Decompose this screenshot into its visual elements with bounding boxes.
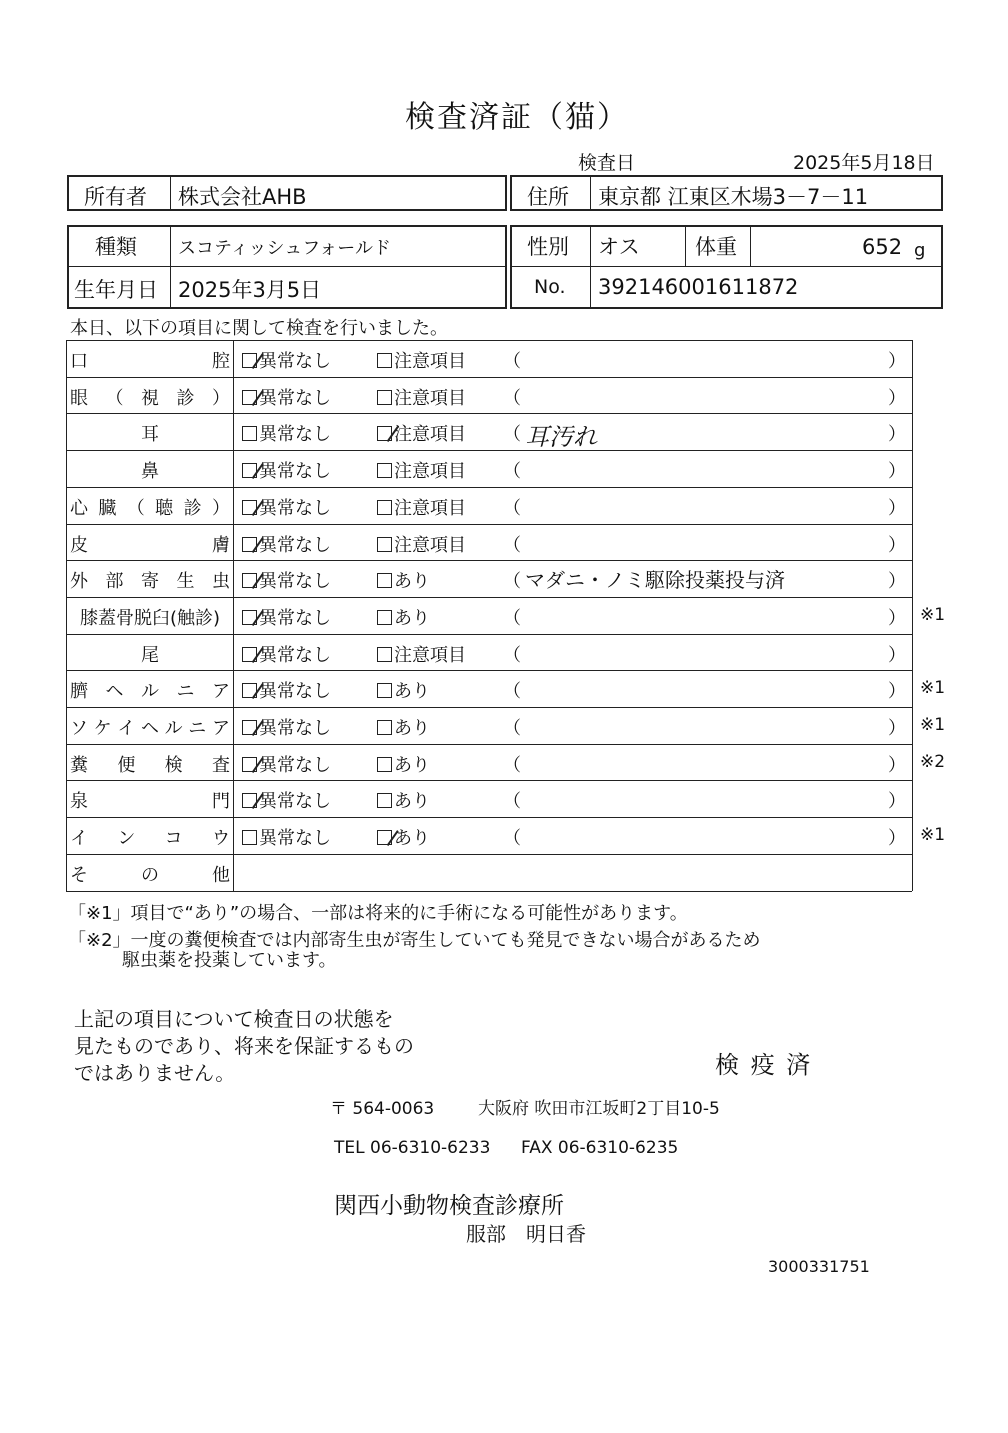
option-normal-label: 異常なし <box>259 571 331 593</box>
table-row-line <box>66 780 912 781</box>
option-attention-label: あり <box>394 718 430 739</box>
row-label-char: 臍 <box>70 681 88 703</box>
row-label-char: 便 <box>117 754 136 776</box>
sex-value: オス <box>598 235 640 259</box>
option-normal-label: 異常なし <box>259 351 331 372</box>
disclaimer-line-3: ではありません。 <box>74 1061 236 1085</box>
row-label-char: ソ <box>70 718 88 739</box>
paren-open: （ <box>503 681 521 703</box>
normal-checkbox[interactable] <box>242 751 331 777</box>
option-normal-label: 異常なし <box>259 497 331 519</box>
row-label-char: 口 <box>70 351 88 372</box>
serial-number: 3000331751 <box>768 1257 870 1276</box>
normal-checkbox[interactable] <box>242 420 331 446</box>
checkbox-icon <box>377 353 392 368</box>
checkbox-icon <box>242 830 257 845</box>
table-left-border <box>66 340 67 891</box>
clinic-fax: FAX 06-6310-6235 <box>521 1138 679 1158</box>
attention-checkbox[interactable] <box>377 604 430 630</box>
attention-checkbox[interactable] <box>377 751 430 777</box>
checkbox-icon <box>242 390 257 405</box>
checkbox-icon <box>377 610 392 625</box>
paren-open: （ <box>503 387 521 409</box>
clinic-tel: TEL 06-6310-6233 <box>334 1138 491 1158</box>
footnote-2: 「※2」一度の糞便検査では内部寄生虫が寄生していても発見できない場合があるため <box>68 930 761 951</box>
row-label-char: 他 <box>212 864 230 886</box>
table-row-line <box>66 707 912 708</box>
number-value: 392146001611872 <box>598 275 799 299</box>
breed-value: スコティッシュフォールド <box>178 238 391 259</box>
attention-checkbox[interactable] <box>377 824 430 850</box>
row-label-char: 診 <box>183 497 202 519</box>
paren-close: ） <box>888 607 906 629</box>
paren-close: ） <box>888 718 906 739</box>
checkbox-icon <box>377 757 392 772</box>
paren-open: （ <box>503 607 521 629</box>
checkbox-icon <box>377 463 392 478</box>
row-label <box>70 787 230 813</box>
checkbox-icon <box>377 390 392 405</box>
row-label-char: 心 <box>70 497 88 519</box>
disclaimer-line-1: 上記の項目について検査日の状態を <box>74 1007 394 1031</box>
row-label-char: 診 <box>176 387 195 409</box>
normal-checkbox[interactable] <box>242 457 331 483</box>
row-label <box>70 824 230 850</box>
row-label-char: ヘ <box>140 718 159 739</box>
table-row-line <box>66 891 912 892</box>
row-label-char: コ <box>164 828 183 850</box>
owner-value: 株式会社AHB <box>178 185 307 209</box>
checkbox-icon <box>377 720 392 735</box>
checkbox-icon <box>242 757 257 772</box>
row-label-char: 鼻 <box>141 461 159 483</box>
paren-open: （ <box>503 424 521 446</box>
row-label-char: （ <box>126 497 145 519</box>
row-note: ※1 <box>920 678 946 699</box>
row-label-char: 臓 <box>98 497 117 519</box>
weight-value: 652 <box>862 235 903 259</box>
table-row-line <box>66 560 912 561</box>
attention-checkbox[interactable] <box>377 457 466 483</box>
normal-checkbox[interactable] <box>242 824 331 850</box>
paren-open: （ <box>503 497 521 519</box>
option-normal-label: 異常なし <box>259 644 331 666</box>
attention-checkbox[interactable] <box>377 714 430 740</box>
row-label <box>70 567 230 593</box>
document-title: 検査済証（猫） <box>405 100 629 135</box>
row-label-char: 査 <box>211 754 230 776</box>
row-note: ※1 <box>920 715 946 735</box>
row-label-char: 寄 <box>141 571 159 593</box>
option-attention-label: あり <box>394 828 430 850</box>
checkbox-icon <box>242 537 257 552</box>
option-attention-label: 注意項目 <box>394 424 466 446</box>
row-label-char: 虫 <box>212 571 230 593</box>
table-row-line <box>66 597 912 598</box>
row-label-char: そ <box>70 864 88 886</box>
checkbox-icon <box>377 537 392 552</box>
row-label-char: ル <box>141 681 159 703</box>
row-label-char: 部 <box>105 571 124 593</box>
row-label <box>70 531 230 557</box>
attention-checkbox[interactable] <box>377 347 466 373</box>
paren-open: （ <box>503 534 521 556</box>
checkbox-icon <box>377 500 392 515</box>
row-label-char: ウ <box>211 828 230 850</box>
row-label <box>70 347 230 373</box>
row-label-char: ） <box>212 387 230 409</box>
table-row-line <box>66 487 912 488</box>
clinic-address: 大阪府 吹田市江坂町2丁目10-5 <box>478 1099 720 1119</box>
option-normal-label: 異常なし <box>259 607 331 629</box>
option-normal-label: 異常なし <box>259 791 331 813</box>
checkbox-icon <box>242 353 257 368</box>
disclaimer-line-2: 見たものであり、将来を保証するもの <box>74 1034 414 1058</box>
row-label-char: ア <box>212 681 230 703</box>
row-label-char: ニ <box>188 718 207 739</box>
row-label <box>70 751 230 777</box>
number-label: No. <box>534 276 566 298</box>
normal-checkbox[interactable] <box>242 531 331 557</box>
option-normal-label: 異常なし <box>259 424 331 446</box>
table-row-line <box>66 744 912 745</box>
row-label-char: 皮 <box>70 534 88 556</box>
row-note: ※2 <box>920 751 946 772</box>
normal-checkbox[interactable] <box>242 384 331 410</box>
checkbox-icon <box>242 463 257 478</box>
paren-open: （ <box>503 828 521 850</box>
row-label-char: 外 <box>70 571 88 593</box>
paren-close: ） <box>888 497 906 519</box>
option-attention-label: あり <box>394 681 430 703</box>
row-label-char: 膚 <box>212 534 230 556</box>
row-label-char: 視 <box>141 387 159 409</box>
address-label: 住所 <box>527 185 569 209</box>
table-row-line <box>66 524 912 525</box>
paren-open: （ <box>503 754 521 776</box>
table-row-line <box>66 413 912 414</box>
row-label-char: 聴 <box>155 497 174 519</box>
inspection-stamp: 検 疫 済 <box>715 1051 813 1079</box>
paren-close: ） <box>888 534 906 556</box>
checkbox-icon <box>242 683 257 698</box>
row-label-char: イ <box>70 828 88 850</box>
row-label-char: ニ <box>176 681 195 703</box>
row-label-char: 膝蓋骨脱臼(触診) <box>79 607 221 629</box>
row-label-char: ル <box>164 718 183 739</box>
option-attention-label: 注意項目 <box>394 534 466 556</box>
attention-checkbox[interactable] <box>377 384 466 410</box>
paren-open: （ <box>503 644 521 666</box>
checkbox-icon <box>377 647 392 662</box>
checkbox-icon <box>377 573 392 588</box>
table-row-line <box>66 670 912 671</box>
row-label <box>70 494 230 520</box>
attention-checkbox[interactable] <box>377 567 430 593</box>
option-attention-label: 注意項目 <box>394 387 466 409</box>
clinic-name: 関西小動物検査診療所 <box>334 1193 564 1219</box>
normal-checkbox[interactable] <box>242 641 331 667</box>
table-row-line <box>66 817 912 818</box>
intro-text: 本日、以下の項目に関して検査を行いました。 <box>70 318 448 339</box>
row-label-char: ） <box>211 497 230 519</box>
row-label-char: 耳 <box>141 424 159 446</box>
row-label-char: ヘ <box>105 681 124 703</box>
attention-checkbox[interactable] <box>377 677 430 703</box>
normal-checkbox[interactable] <box>242 787 331 813</box>
option-attention-label: あり <box>394 791 430 813</box>
table-row-line <box>66 450 912 451</box>
normal-checkbox[interactable] <box>242 567 331 593</box>
owner-label: 所有者 <box>84 185 147 209</box>
clinic-person: 服部 明日香 <box>466 1222 586 1246</box>
option-attention-label: 注意項目 <box>394 461 466 483</box>
row-label-char: 生 <box>176 571 195 593</box>
attention-checkbox[interactable] <box>377 787 430 813</box>
attention-checkbox[interactable] <box>377 641 466 667</box>
normal-checkbox[interactable] <box>242 604 331 630</box>
checkbox-icon <box>242 720 257 735</box>
row-label-char: 腔 <box>212 351 230 372</box>
remark-text: マダニ・ノミ駆除投薬投与済 <box>525 568 785 593</box>
checkbox-icon <box>242 610 257 625</box>
checkbox-icon <box>377 830 392 845</box>
paren-close: ） <box>888 461 906 483</box>
remark-text: 耳汚れ <box>525 423 597 452</box>
breed-label: 種類 <box>95 235 137 259</box>
paren-open: （ <box>503 718 521 739</box>
weight-label: 体重 <box>695 235 737 259</box>
exam-date-label: 検査日 <box>578 152 636 174</box>
row-label <box>70 714 230 740</box>
row-label-char: ア <box>211 718 230 739</box>
option-normal-label: 異常なし <box>259 718 331 739</box>
row-label <box>70 457 230 483</box>
table-right-border <box>912 340 913 891</box>
checkbox-icon <box>377 793 392 808</box>
birth-label: 生年月日 <box>74 278 158 302</box>
normal-checkbox[interactable] <box>242 677 331 703</box>
normal-checkbox[interactable] <box>242 347 331 373</box>
row-label-char: 門 <box>212 791 230 813</box>
other-row-label <box>70 861 230 887</box>
table-label-divider <box>233 340 234 891</box>
paren-close: ） <box>888 351 906 372</box>
paren-open: （ <box>503 571 521 593</box>
normal-checkbox[interactable] <box>242 494 331 520</box>
table-row-line <box>66 340 912 341</box>
paren-close: ） <box>888 644 906 666</box>
footnote-1: 「※1」項目で“あり”の場合、一部は将来的に手術になる可能性があります。 <box>68 903 688 924</box>
paren-open: （ <box>503 351 521 372</box>
row-label-char: の <box>141 864 159 886</box>
checkbox-icon <box>242 500 257 515</box>
table-row-line <box>66 377 912 378</box>
paren-close: ） <box>888 791 906 813</box>
normal-checkbox[interactable] <box>242 714 331 740</box>
option-attention-label: 注意項目 <box>394 644 466 666</box>
option-normal-label: 異常なし <box>259 461 331 483</box>
attention-checkbox[interactable] <box>377 531 466 557</box>
weight-unit: g <box>914 240 926 261</box>
paren-close: ） <box>888 424 906 446</box>
paren-close: ） <box>888 681 906 703</box>
checkbox-icon <box>242 426 257 441</box>
checkbox-icon <box>242 573 257 588</box>
row-label <box>70 384 230 410</box>
exam-date: 2025年5月18日 <box>793 152 935 174</box>
option-normal-label: 異常なし <box>259 387 331 409</box>
row-label <box>70 420 230 446</box>
row-label-char: イ <box>117 718 136 739</box>
option-attention-label: 注意項目 <box>394 351 466 372</box>
checkbox-icon <box>242 793 257 808</box>
row-label-char: 泉 <box>70 791 88 813</box>
option-normal-label: 異常なし <box>259 828 331 850</box>
option-normal-label: 異常なし <box>259 754 331 776</box>
row-label-char: 糞 <box>70 754 88 776</box>
row-label <box>70 641 230 667</box>
row-label-char: 検 <box>164 754 183 776</box>
option-normal-label: 異常なし <box>259 681 331 703</box>
address-value: 東京都 江東区木場3－7－11 <box>598 185 869 209</box>
paren-close: ） <box>888 387 906 409</box>
checkbox-icon <box>242 647 257 662</box>
attention-checkbox[interactable] <box>377 494 466 520</box>
paren-open: （ <box>503 461 521 483</box>
row-label-char: ン <box>117 828 136 850</box>
option-attention-label: あり <box>394 607 430 629</box>
option-attention-label: あり <box>394 571 430 593</box>
option-normal-label: 異常なし <box>259 534 331 556</box>
clinic-postal: 〒 564-0063 <box>330 1099 435 1119</box>
row-note: ※1 <box>920 604 946 625</box>
row-label-char: ケ <box>93 718 112 739</box>
checkbox-icon <box>377 426 392 441</box>
attention-checkbox[interactable] <box>377 420 466 446</box>
row-label-char: （ <box>105 387 124 409</box>
checkbox-icon <box>377 683 392 698</box>
row-label-char: 尾 <box>141 644 159 666</box>
sex-label: 性別 <box>527 235 569 259</box>
paren-close: ） <box>888 754 906 776</box>
row-label-char: 眼 <box>70 387 88 409</box>
row-note: ※1 <box>920 825 946 846</box>
footnote-2-cont: 駆虫薬を投薬しています。 <box>122 950 337 971</box>
paren-close: ） <box>888 828 906 850</box>
table-row-line <box>66 634 912 635</box>
row-label <box>70 604 230 630</box>
paren-open: （ <box>503 791 521 813</box>
paren-close: ） <box>888 571 906 593</box>
table-row-line <box>66 854 912 855</box>
birth-value: 2025年3月5日 <box>178 278 322 302</box>
row-label <box>70 677 230 703</box>
option-attention-label: 注意項目 <box>394 497 466 519</box>
option-attention-label: あり <box>394 754 430 776</box>
